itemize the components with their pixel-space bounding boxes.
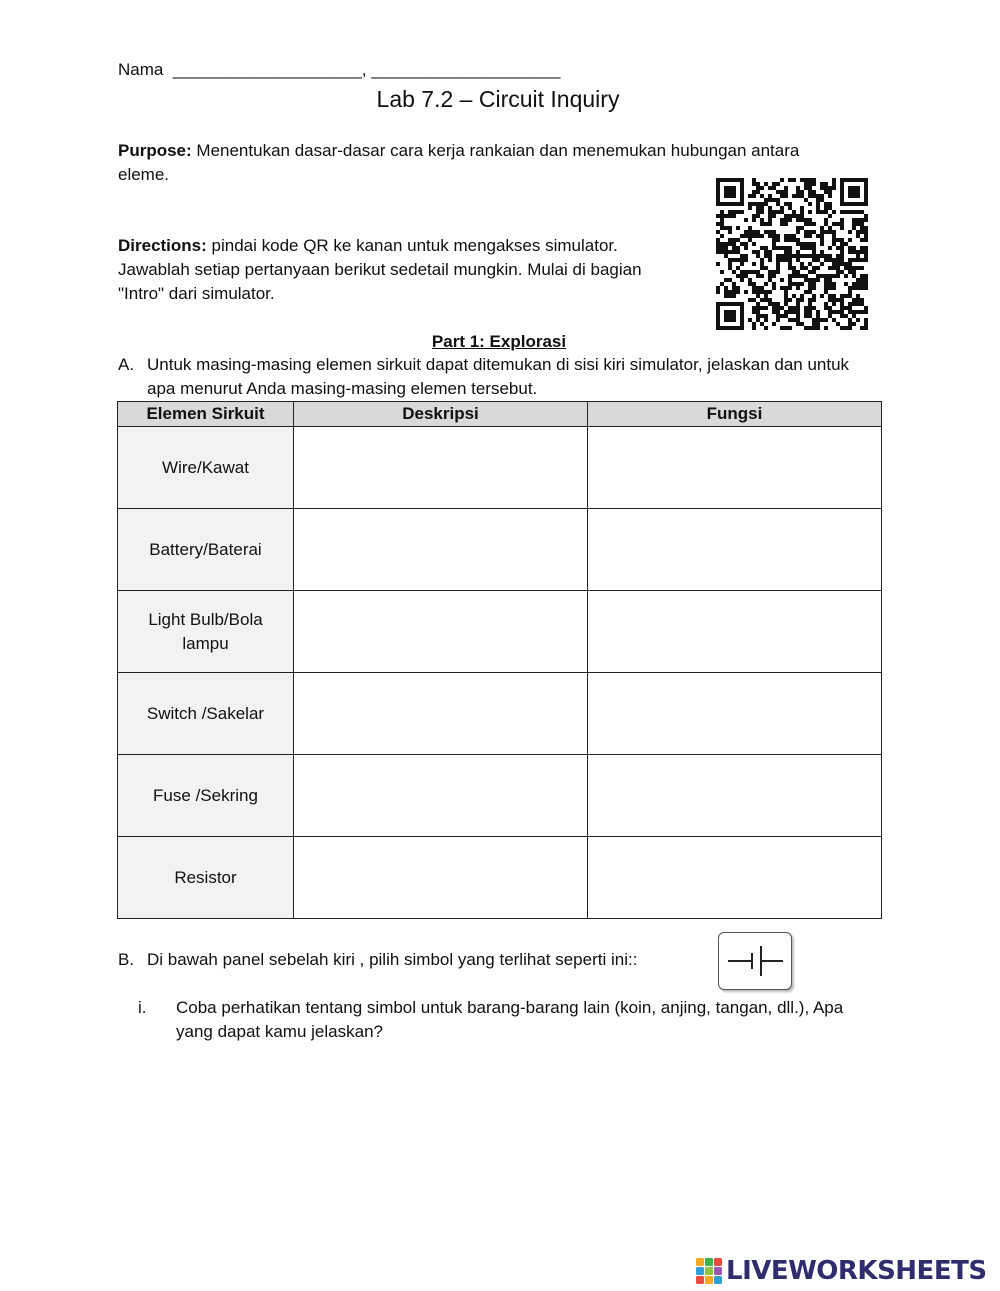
battery-symbol-icon <box>719 933 791 989</box>
element-cell: Switch /Sakelar <box>118 673 294 755</box>
header-description: Deskripsi <box>294 402 588 427</box>
battery-symbol-box <box>718 932 792 990</box>
page-title <box>0 84 1000 114</box>
directions-label: Directions: <box>118 236 207 255</box>
element-cell: Battery/Baterai <box>118 509 294 591</box>
item-i-text: Coba perhatikan tentang simbol untuk barang-barang lain (koin, anjing, tangan, dll.), Apa yang dapat kamu jelaskan? <box>176 998 844 1041</box>
element-cell: Light Bulb/Bola lampu <box>118 591 294 673</box>
table-row <box>118 591 882 673</box>
part1-heading <box>0 330 1000 354</box>
table-row <box>118 509 882 591</box>
name-line: Nama ____________________, ____________________ <box>118 60 561 79</box>
table-row <box>118 673 882 755</box>
element-cell: Wire/Kawat <box>118 427 294 509</box>
header-element: Elemen Sirkuit <box>118 402 294 427</box>
directions-paragraph <box>118 234 688 306</box>
table-header-row <box>118 402 882 427</box>
description-cell[interactable] <box>294 427 588 509</box>
item-i-marker: i. <box>138 998 147 1017</box>
part1-heading-text: Part 1: Explorasi <box>431 332 567 351</box>
function-cell[interactable] <box>588 837 882 919</box>
table-row <box>118 755 882 837</box>
page-title-text: Lab 7.2 – Circuit Inquiry <box>376 86 620 112</box>
description-cell[interactable] <box>294 509 588 591</box>
item-a-marker: A. <box>118 355 135 374</box>
header-function: Fungsi <box>588 402 882 427</box>
description-cell[interactable] <box>294 673 588 755</box>
table-row <box>118 837 882 919</box>
item-a-text: Untuk masing-masing elemen sirkuit dapat ditemukan di sisi kiri simulator, jelaskan dan untuk apa menurut Anda masing-masing elemen tersebut. <box>147 355 850 398</box>
liveworksheets-logo-icon <box>696 1258 722 1284</box>
liveworksheets-logo <box>696 1254 987 1288</box>
function-cell[interactable] <box>588 427 882 509</box>
function-cell[interactable] <box>588 673 882 755</box>
description-cell[interactable] <box>294 591 588 673</box>
brand-text: LIVEWORKSHEETS <box>726 1256 987 1286</box>
item-b-text: Di bawah panel sebelah kiri , pilih simbol yang terlihat seperti ini:: <box>147 950 638 969</box>
description-cell[interactable] <box>294 837 588 919</box>
circuit-elements-table <box>117 401 882 919</box>
purpose-text: Menentukan dasar-dasar cara kerja rankaian dan menemukan hubungan antara eleme. <box>118 141 800 184</box>
function-cell[interactable] <box>588 755 882 837</box>
directions-text: pindai kode QR ke kanan untuk mengakses simulator. Jawablah setiap pertanyaan berikut sedetail mungkin. Mulai di bagian "Intro" dari simulator. <box>118 236 642 303</box>
qr-code-icon <box>716 178 868 330</box>
function-cell[interactable] <box>588 591 882 673</box>
table-row <box>118 427 882 509</box>
description-cell[interactable] <box>294 755 588 837</box>
function-cell[interactable] <box>588 509 882 591</box>
element-cell: Resistor <box>118 837 294 919</box>
purpose-label: Purpose: <box>118 141 192 160</box>
item-b-marker: B. <box>118 950 135 969</box>
element-cell: Fuse /Sekring <box>118 755 294 837</box>
